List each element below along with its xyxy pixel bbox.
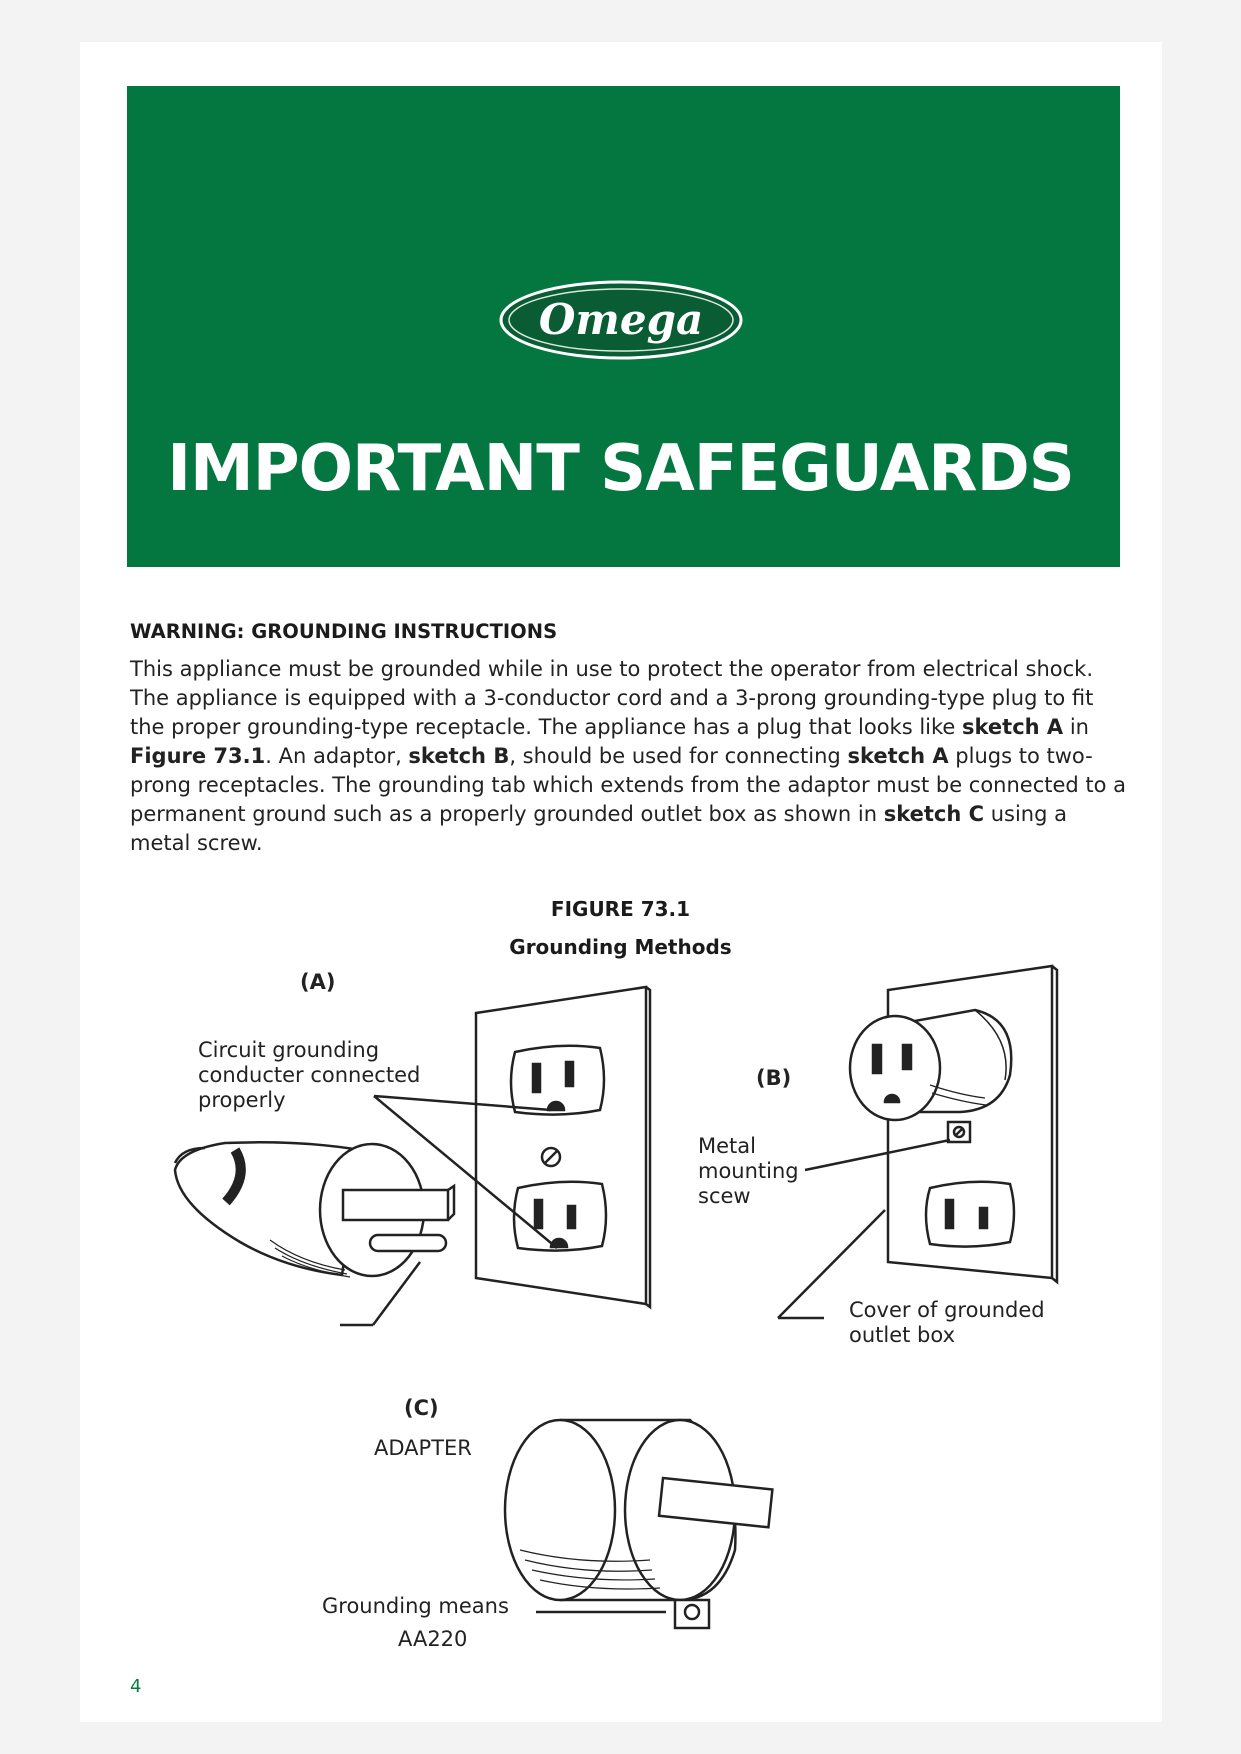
page-title: IMPORTANT SAFEGUARDS — [167, 432, 1074, 506]
adapter-c — [505, 1420, 775, 1628]
warning-heading: WARNING: GROUNDING INSTRUCTIONS — [130, 620, 558, 643]
warning-paragraph: This appliance must be grounded while in use to protect the operator from electrical shock. The appliance is equipped with a 3-conductor cord and a 3-prong grounding-type plug to fit the proper grounding-type receptacle. The appliance has a plug that looks like sketch A in Figure 73.1. An adaptor, sketch B, should be used for connecting sketch A plugs to two-prong receptacles. The grounding tab which extends from the adaptor must be connected to a permanent ground such as a properly grounded outlet box as shown in sketch C using a metal screw. — [130, 657, 1127, 855]
model-label: AA220 — [398, 1627, 468, 1651]
figure-number: FIGURE 73.1 — [550, 897, 691, 921]
metal-screw-label: Metal mounting scew — [698, 1134, 799, 1208]
cover-label: Cover of grounded outlet box — [849, 1298, 1045, 1347]
circuit-grounding-label: Circuit grounding conducter connected properly — [198, 1038, 421, 1112]
plug-a — [175, 1142, 454, 1325]
page-number: 4 — [130, 1676, 142, 1697]
sketch-b-label: (B) — [756, 1066, 792, 1090]
sketch-a-label: (A) — [300, 970, 336, 994]
logo-wordmark: Omega — [538, 295, 704, 344]
grounding-means-label: Grounding means — [322, 1594, 509, 1618]
sketch-c-label: (C) — [404, 1396, 439, 1420]
figure-title: Grounding Methods — [509, 935, 732, 959]
wall-plate-a — [476, 987, 650, 1307]
wall-plate-b — [850, 966, 1057, 1282]
adapter-label: ADAPTER — [374, 1436, 472, 1460]
